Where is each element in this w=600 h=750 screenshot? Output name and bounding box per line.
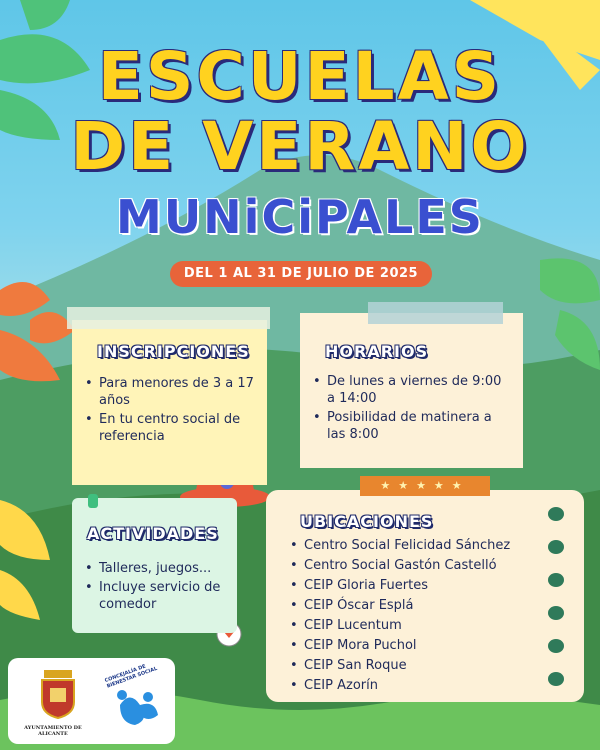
tape-decoration — [368, 302, 503, 324]
tape-decoration — [67, 307, 270, 329]
date-banner: DEL 1 AL 31 DE JULIO DE 2025 — [170, 261, 432, 287]
title-line-3: MUNiCiPALES — [116, 190, 484, 244]
title-line-1: ESCUELAS — [97, 38, 503, 115]
list-item: • Centro Social Gastón Castelló — [290, 557, 540, 575]
horarios-list — [313, 373, 508, 445]
inscripciones-list — [85, 375, 255, 447]
list-item: • CEIP Óscar Esplá — [290, 597, 540, 615]
star-icon: ★★★★★ — [380, 479, 470, 492]
list-item: • Centro Social Felicidad Sánchez — [290, 537, 540, 555]
horarios-heading: HORARIOS — [325, 342, 429, 361]
binder-hole-icon — [548, 639, 564, 653]
binder-hole-icon — [548, 672, 564, 686]
list-item: • Para menores de 3 a 17 años — [85, 375, 255, 409]
ubicaciones-list — [290, 537, 540, 697]
list-item: • CEIP Mora Puchol — [290, 637, 540, 655]
actividades-list — [85, 560, 230, 615]
title-line-2: DE VERANO — [70, 108, 530, 185]
list-item: • CEIP Gloria Fuertes — [290, 577, 540, 595]
list-item: • De lunes a viernes de 9:00 a 14:00 — [313, 373, 508, 407]
list-item: • Posibilidad de matinera a las 8:00 — [313, 409, 508, 443]
list-item: • En tu centro social de referencia — [85, 411, 255, 445]
list-item: • CEIP San Roque — [290, 657, 540, 675]
concejalia-label: CONCEJALÍA DE BIENESTAR SOCIAL — [104, 663, 159, 690]
binder-hole-icon — [548, 540, 564, 554]
actividades-heading: ACTIVIDADES — [87, 524, 219, 543]
ayuntamiento-label: AYUNTAMIENTO DE ALICANTE — [24, 725, 82, 737]
binder-hole-icon — [548, 573, 564, 587]
coat-of-arms-icon — [38, 668, 78, 720]
list-item: • Talleres, juegos... — [85, 560, 230, 577]
list-item: • Incluye servicio de comedor — [85, 579, 230, 613]
list-item: • CEIP Azorín — [290, 677, 540, 695]
inscripciones-heading: INSCRIPCIONES — [97, 342, 250, 361]
list-item: • CEIP Lucentum — [290, 617, 540, 635]
ubicaciones-heading: UBICACIONES — [300, 512, 434, 531]
clip-icon — [88, 494, 98, 508]
binder-hole-icon — [548, 507, 564, 521]
binder-hole-icon — [548, 606, 564, 620]
